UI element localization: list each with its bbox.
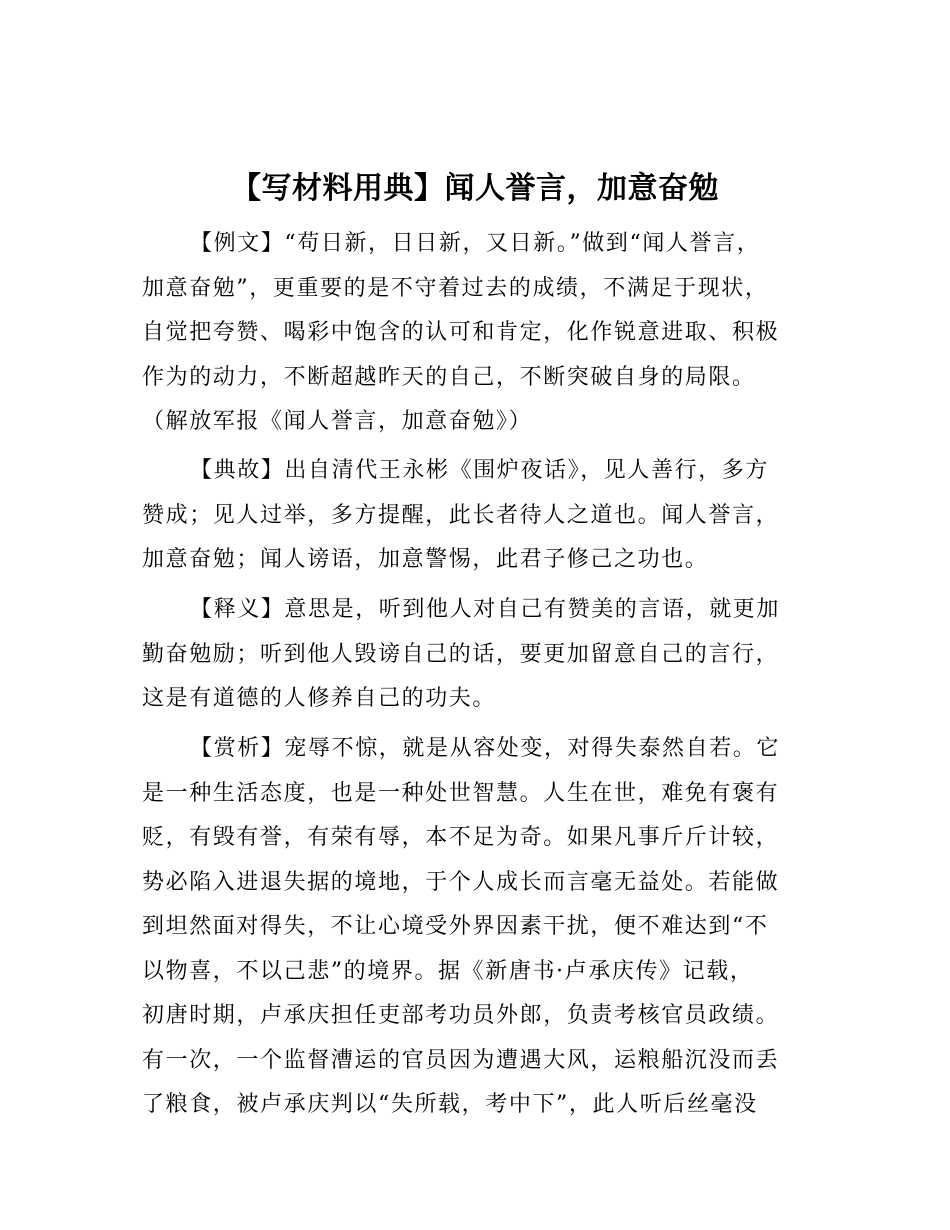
- paragraph-line: 贬，有毁有誉，有荣有辱，本不足为奇。如果凡事斤斤计较，: [142, 825, 780, 850]
- paragraph-line: 自觉把夸赞、喝彩中饱含的认可和肯定，化作锐意进取、积极: [142, 320, 780, 345]
- paragraph-line: 这是有道德的人修养自己的功夫。: [142, 686, 497, 711]
- interpretation-paragraph: [142, 588, 832, 722]
- paragraph-line: 【赏析】宠辱不惊，就是从容处变，对得失泰然自若。它: [190, 736, 781, 761]
- paragraph-line: 是一种生活态度，也是一种处世智慧。人生在世，难免有褒有: [142, 780, 780, 806]
- paragraph-line: 势必陷入进退失据的境地，于个人成长而言毫无益处。若能做: [142, 869, 780, 895]
- allusion-paragraph: [142, 449, 832, 583]
- paragraph-line: 有一次，一个监督漕运的官员因为遭遇大风，运粮船沉没而丢: [142, 1047, 780, 1073]
- paragraph-line: 加意奋勉；闻人谤语，加意警惕，此君子修己之功也。: [142, 547, 709, 572]
- paragraph-line: 【典故】出自清代王永彬《围炉夜话》，见人善行，多方: [190, 458, 770, 483]
- paragraph-line: （解放军报《闻人誉言，加意奋勉》）: [142, 409, 533, 434]
- paragraph-line: 勤奋勉励；听到他人毁谤自己的话，要更加留意自己的言行，: [142, 641, 780, 667]
- paragraph-line: 到坦然面对得失，不让心境受外界因素干扰，便不难达到“不: [142, 914, 769, 939]
- appreciation-paragraph: [142, 727, 832, 1128]
- example-paragraph: [142, 222, 832, 445]
- paragraph-line: 了粮食，被卢承庆判以“失所载，考中下”，此人听后丝毫没: [142, 1092, 758, 1117]
- paragraph-line: 加意奋勉”，更重要的是不守着过去的成绩，不满足于现状，: [142, 275, 769, 301]
- paragraph-line: 赞成；见人过举，多方提醒，此长者待人之道也。闻人誉言，: [142, 502, 780, 528]
- paragraph-line: 初唐时期，卢承庆担任吏部考功员外郎，负责考核官员政绩。: [142, 1003, 780, 1028]
- document-title: 【写材料用典】闻人誉言，加意奋勉: [231, 171, 719, 206]
- paragraph-line: 作为的动力，不断超越昨天的自己，不断突破自身的局限。: [142, 364, 756, 390]
- paragraph-line: 【释义】意思是，听到他人对自己有赞美的言语，就更加: [190, 597, 781, 622]
- paragraph-line: 以物喜，不以己悲”的境界。据《新唐书·卢承庆传》记载，: [142, 958, 754, 984]
- paragraph-line: 【例文】“苟日新，日日新，又日新。”做到“闻人誉言，: [190, 231, 761, 256]
